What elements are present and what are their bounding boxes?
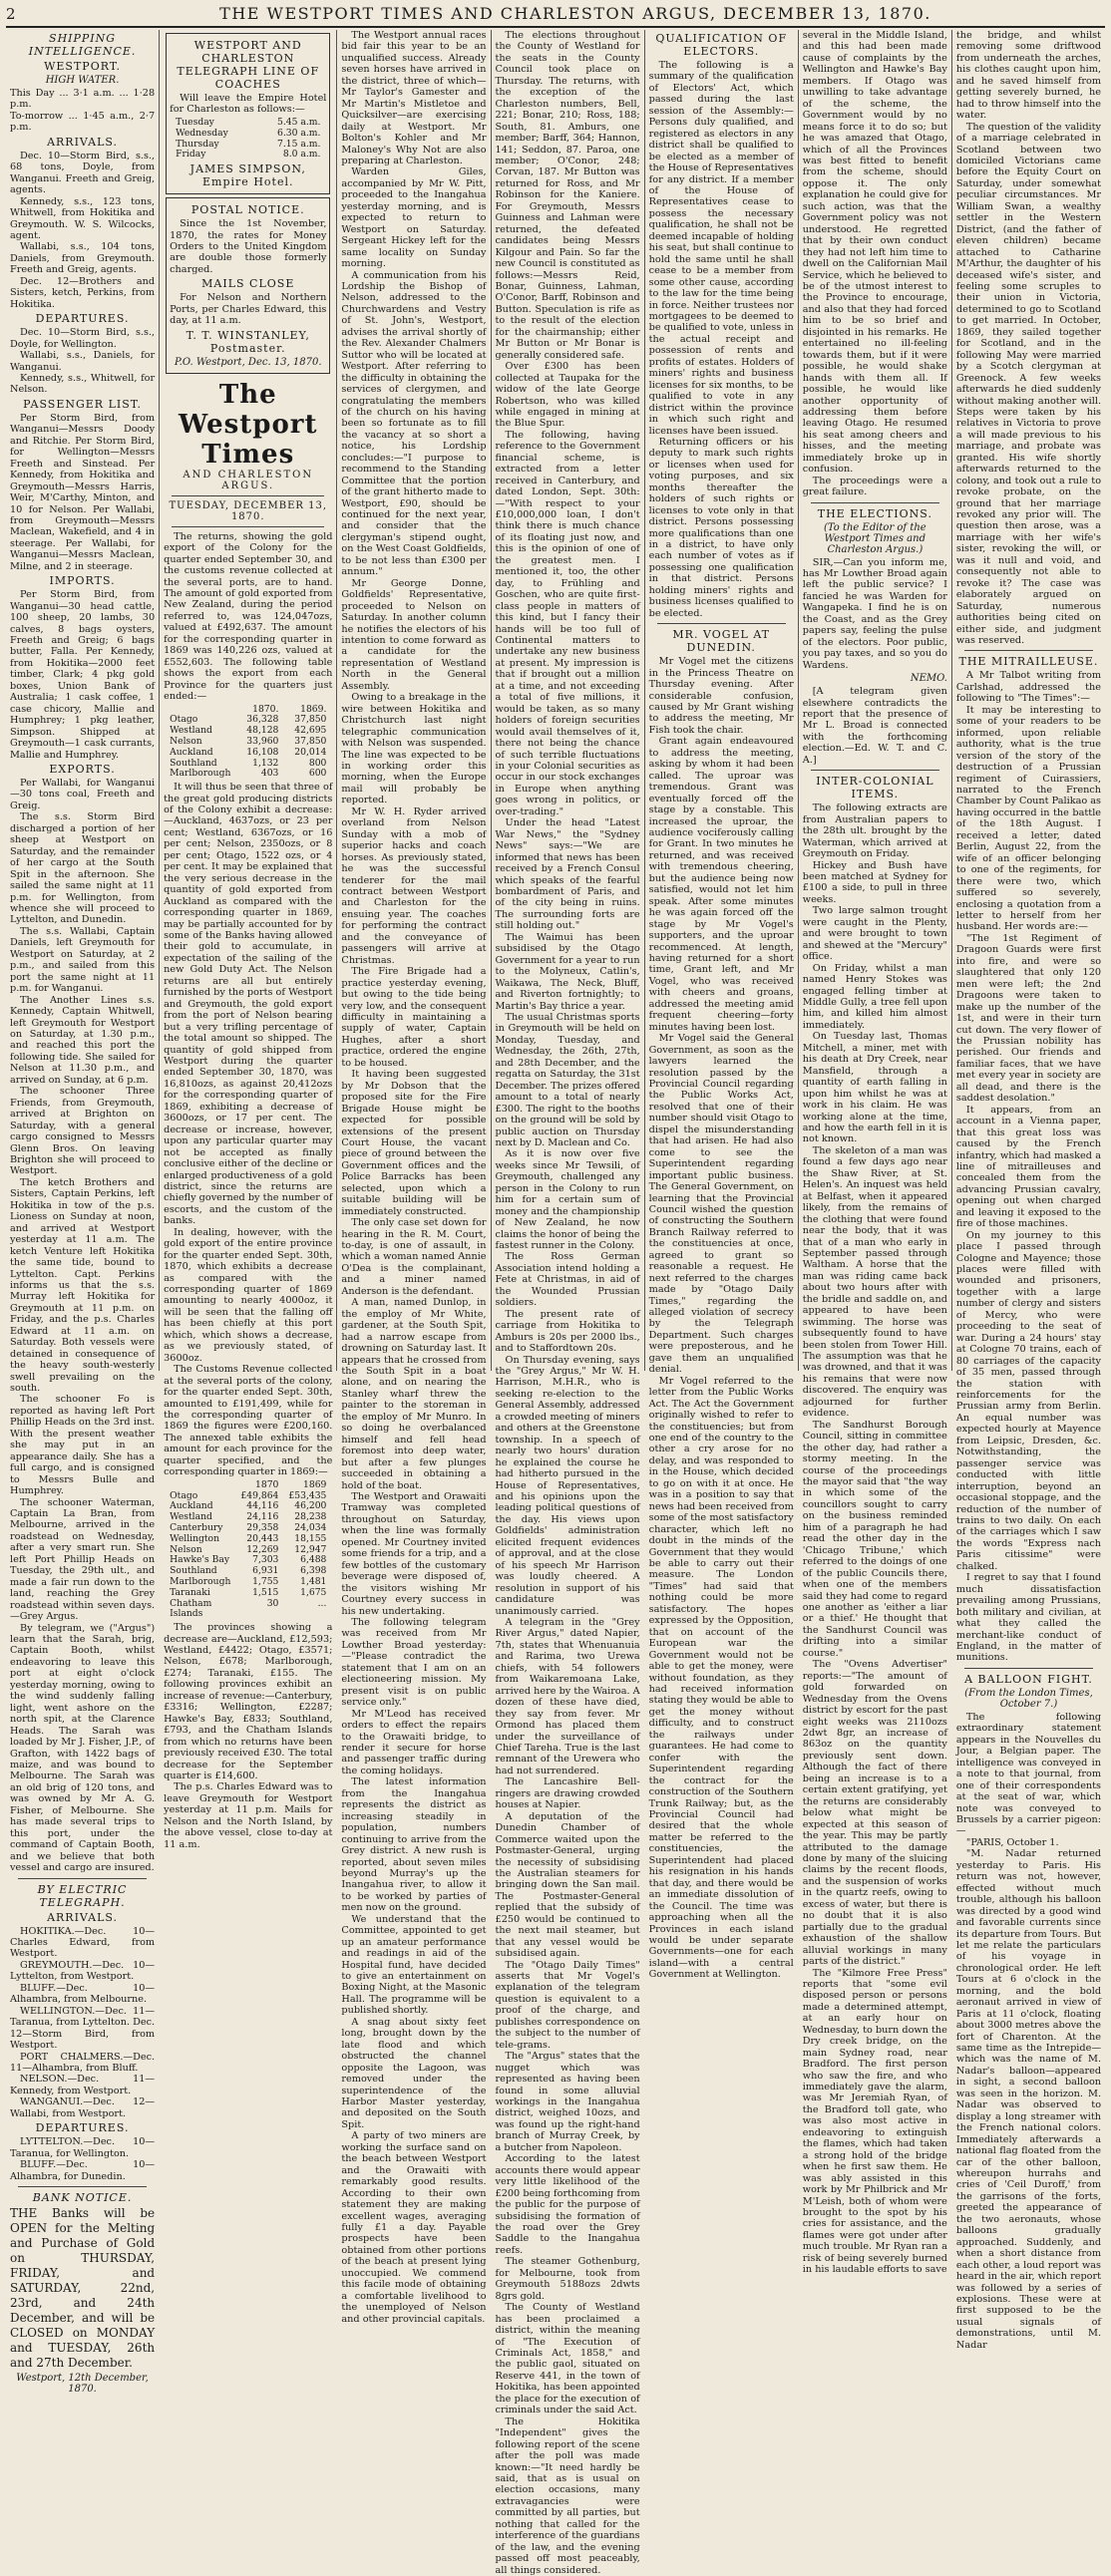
port-heading: WESTPORT. — [44, 60, 122, 73]
column-5 — [645, 30, 799, 1981]
divider — [657, 623, 786, 624]
news-item: According to the latest accounts there would appear very little likelihood of the £200 being forthcoming from the public for the purpose of subsidising the formation of the road over the Grey Saddle to the Inangahua reefs. — [495, 2153, 640, 2256]
exports-heading: EXPORTS. — [49, 763, 116, 777]
shipping-news-item: The schooner Waterman, Captain La Bran, from Melbourne, arrived in the roadstead on Wednesday, after a very smart run. She left Port Phillip Heads on Tuesday, the 29th ult., and made a fair run down to the land, reaching the Grey roadstead within seven days.—Grey Argus. — [10, 1496, 156, 1623]
general-news — [496, 30, 640, 2576]
coach-row: Thursday 7.15 a.m. — [176, 138, 321, 150]
divider — [964, 650, 1093, 651]
shipping-news-item: The s.s. Storm Bird discharged a portion of her sheep at Westport on Saturday, and the remainder of her cargo at the South Spit in the afternoon. She sailed the same night at 11 p.m. for Wellington, from whence she will proceed to Lyttelton, and Dunedin. — [10, 811, 156, 926]
shipping-news-item: The Another Lines s.s. Kennedy, Captain Whitwell, left Greymouth for Westport on Saturday, at 1.30 p.m., and reached this port the following tide. She sailed for Nelson at 11.30 p.m., and arrived on Sunday, at 6 p.m. — [10, 994, 156, 1086]
mails-heading: MAILS CLOSE — [201, 277, 295, 291]
news-item: The Hokitika "Independent" gives the following report of the scene after the poll was made known:—"It need hardly be said, that as is usual on election occasions, many extravagancies were committed by all parties, but nothing that called for the interference of the guardians of the law, and the evening passed off most peaceably, all things considered. — [495, 2415, 640, 2576]
gold-row: Otago 36,328 37,850 — [170, 714, 327, 726]
news-item: The Waimui has been subsidised by the Otago Government for a year to run to the Molyneux, Catlin's, Waikawa, The Neck, Bluff, and Riverton fortnightly; to Martin's Bay thrice a year. — [495, 931, 640, 1012]
gold-row: Auckland 16,108 20,014 — [170, 746, 327, 758]
news-item: The Lancashire Bell-ringers are drawing crowded houses at Napier. — [495, 1776, 640, 1811]
tele-arrival-item: GREYMOUTH.—Dec. 10—Lyttelton, from Westport. — [10, 1959, 156, 1983]
customs-row: Canterbury 29,358 24,034 — [170, 1521, 327, 1533]
bank-date: Westport, 12th December, 1870. — [16, 2373, 149, 2396]
news-item: Over £300 has been collected at Taupaka for the widow of the late George Robertson, who was killed while engaged in mining at the Blue Spur. — [495, 361, 640, 430]
gold-row: Southland 1,132 800 — [170, 757, 327, 769]
news-item: The following telegram was received from Mr Lowther Broad yesterday:—"Please contradict the statement that I am on an electioneering mission. My present visit is on public service only." — [341, 1616, 487, 1709]
mitrailleuse-para: It may be interesting to some of your readers to be informed, upon reliable authority, what is the true version of the story of the destruction of a Prussian regiment of Cuirassiers, narrated to the French Chamber by Count Palikao as having occurred in the battle of the 18th August. I received a letter, dated Berlin, August 22, from the wife of an officer belonging to one of the regiments, for there were two, which suffered so severely, enclosing a quotation from a letter to herself from her husband. Her words are:— — [955, 704, 1102, 933]
balloon-subheading: (From the London Times, October 7.) — [964, 1687, 1093, 1710]
news-item: The following, having reference to the Government financial scheme, is extracted from a letter received in Canterbury, and dated London, Sept. 30th:—"With respect to your £10,000,000 loan, I don't think there is much chance of its floating just now, and this is the opinion of one of the greatest men. I mentioned it, too, the other day, to Frühling and Goschen, who are quite first-class people in matters of this kind, but I fancy their hands will be too full of Continental matters to undertake any new business at present. My impression is that if brought out a million at a time, and not exceeding a total of five millions, it would be taken, as so many holders of foreign securities would avail themselves of it, there not being the chance of such terrible fluctuations in your Colonial securities as occur in our stock exchanges in Europe when anything goes wrong in politics, or over-trading." — [495, 429, 640, 817]
balloon-article — [956, 1712, 1101, 2351]
mitrailleuse-article — [956, 670, 1101, 1663]
intercolonial-item: The "Kilmore Free Press" reports that "some evil disposed person or persons made a determined attempt, at an early hour on Wednesday, to burn down the Dry creek bridge, on the main Sydney road, near Bradford. The first person who saw the fire, and who immediately gave the alarm, was Mr Jeremiah Ryan, of the Bradford toll gate, who was also most active in endeavoring to extinguish the flames, which had taken a strong hold of the bridge when he first saw them. He was ably assisted in this work by Mr Philbrick and Mr M'Leish, both of whom were brought to the spot by his cries for assistance, and the flames were got under after much trouble. Mr Ryan ran a risk of being severely burned in his laudable efforts to save — [802, 1967, 947, 2276]
news-item: Mr W. H. Ryder arrived overland from Nelson Sunday with a mob of superior hacks and coach horses. As previously stated, he was the successful tenderer for the mail contract between Westport and Charleston for the ensuing year. The coaches for performing the contract and the conveyance of passengers will arrive at Christmas. — [341, 805, 487, 966]
postal-text: Since the 1st November, 1870, the rates for Money Orders to the United Kingdom are double those formerly charged. — [170, 218, 327, 275]
news-item: The steamer Gothenburg, for Melbourne, took from Greymouth 5188ozs 2dwts 8grs gold. — [495, 2256, 640, 2302]
elections-heading: THE ELECTIONS. — [817, 506, 932, 520]
mails-date: P.O. Westport, Dec. 13, 1870. — [174, 356, 322, 368]
tele-arrival-item: BLUFF.—Dec. 10—Alhambra, from Melbourne. — [10, 1982, 156, 2006]
vogel-continued-2: The proceedings were a great failure. — [802, 475, 947, 498]
telegraph-heading: BY ELECTRIC TELEGRAPH. — [37, 1882, 128, 1909]
departures-heading: DEPARTURES. — [35, 312, 130, 326]
vogel-article — [649, 656, 794, 1981]
arrival-item: Wallabi, s.s., 104 tons, Daniels, from Greymouth. Freeth and Greig, agents. — [10, 241, 156, 276]
balloon-para: The following extraordinary statement appears in the Nouvelles du Jour, a Belgian paper. The intelligence was conveyed in a note to that journal, from one of their correspondents at the seat of war, which note was conveyed to Brussels by a carrier pigeon:— — [955, 1711, 1102, 1837]
divider — [18, 1878, 147, 1879]
newspaper-subtitle: AND CHARLESTON ARGUS. — [183, 469, 314, 491]
customs-row: Auckland 44,116 46,200 — [170, 1500, 327, 1512]
leader-para-4: The Customs Revenue collected at the several ports of the colony, for the quarter ended Sept. 30th, amounted to £191,499, while for the corresponding quarter of 1869 the figures were £200,160. The annexed table exhibits the amount for each province for the quarter specified, and the corresponding quarter in 1869:— — [164, 1364, 333, 1478]
coach-advert — [166, 33, 330, 194]
news-item: We understand that the Committee, appointed to get up an amateur performance and readings in aid of the Hospital fund, have decided to give an entertainment on Boxing Night, at the Masonic Hall. The programme will be published shortly. — [341, 1913, 487, 2017]
news-item: The usual Christmas sports in Greymouth will be held on Monday, Tuesday, and Wednesday, the 26th, 27th, and 28th December, and the regatta on Saturday, the 31st December. The prizes offered amount to a total of nearly £300. The right to the booths on the ground will be sold by public auction on Thursday next by D. Maclean and Co. — [495, 1011, 640, 1148]
customs-row: Otago £49,864 £53,435 — [170, 1489, 327, 1501]
leader-para-5: The provinces showing a decrease are—Auckland, £12,593; Westland, £4422; Otago, £3571; Nelson, £678; Marlborough, £274; Taranaki, £155. The following provinces exhibit an increase of revenue:—Canterbury, £3316; Wellington, £2287; Hawke's Bay, £833; Southland, £793, and the Chatham Islands from which no returns have been previously received £30. The total decrease for the September quarter is £14,600. — [164, 1622, 333, 1781]
news-item: The present rate of carriage from Hokitika to Amburs is 20s per 2000 lbs., and to Staffordtown 20s. — [495, 1308, 640, 1355]
tele-arrival-item: PORT CHALMERS.—Dec. 11—Alhambra, from Bluff. — [10, 2051, 156, 2074]
coach-sign: JAMES SIMPSON, Empire Hotel. — [189, 162, 306, 189]
page-number: 2 — [6, 5, 16, 23]
shipping-news-item: The schooner Fo is reported as having left Port Phillip Heads on the 3rd inst. With the present weather she may put in an appearance daily. She has a full cargo, and is consigned to Messrs Bulle and Humphrey. — [10, 1394, 156, 1497]
tele-arrivals-heading: ARRIVALS. — [47, 1910, 119, 1924]
mitrailleuse-heading: THE MITRAILLEUSE. — [958, 655, 1099, 669]
vogel-heading: MR. VOGEL AT DUNEDIN. — [672, 628, 771, 655]
tele-arrival-item: NELSON.—Dec. 11—Kennedy, from Westport. — [10, 2074, 156, 2096]
news-item: The Westport and Orawaiti Tramway was completed throughout on Saturday, when the line was formally opened. Mr Courtney invited some friends for a trip, and a few bottles of the customary beverage were disposed of, the visitors wishing Mr Courtney every success in his new undertaking. — [341, 1491, 487, 1617]
balloon-para: "M. Nadar returned yesterday to Paris. His return was not, however, effected without much trouble, although his balloon was directed by a good wind and favorable currents since its departure from Tours. But let me relate the particulars of his voyage in chronological order. He left Tours at 6 o'clock in the morning, and the bold aeronaut arrived in view of Paris at 11 o'clock, floating about 3000 metres above the fort of Charenton. At the same time as the Intrepide—which was the name of M. Nadar's balloon—appeared in sight, a second balloon was seen in the horizon. M. Nadar was observed to display a long streamer with the French national colors. Immediately afterwards a national flag floated from the car of the other balloon, whereupon hurrahs and cries of 'Ceil Duroff,' from the garrisons of the forts, greeted the appearance of the two aeronauts, whose balloons gradually approached. Suddenly, and when a short distance from each other, a loud report was heard in the air, which report was followed by a series of explosions. These were at first supposed to be the usual signals of demonstrations, until M. Nadar — [955, 1848, 1102, 2351]
intercolonial-item: The "Ovens Advertiser" reports:—"The amount of gold forwarded on Wednesday from the Ovens district by escort for the past eight weeks was 2110ozs 2dwt 8gr, an increase of 863oz on the quantity previously sent down. Although the fact of there being an increase is to a certain extent gratifying, yet the returns are considerably below what might be expected at this season of the year. This may be partly attributed to the damage done by many of the sluicing claims by the recent floods, and the suspension of works in the quartz reefs, owing to excess of water, but there is no doubt that it is also partially due to the gradual exhaustion of the shallow alluvial workings in many parts of the district." — [802, 1659, 947, 1968]
coach-row: Tuesday 5.45 a.m. — [176, 116, 321, 128]
intercolonial-item: The skeleton of a man was found a few days ago near the Shaw River, at St. Helen's. An inquest was held at Belfast, when it appeared likely, from the remains of the clothing that were found near the body, that it was that of a man who early in September passed through Waltham. A horse that the man was riding came back about two hours after with the bridle and saddle on, and appeared to have been swimming. The horse was subsequently found to have been stolen from Tower Hill. The assumption was that he was drowned, and that it was his remains that were now discovered. The enquiry was adjourned for further evidence. — [802, 1144, 947, 1420]
arrivals-list — [10, 151, 155, 310]
elections-subheading: (To the Editor of the Westport Times and Charleston Argus.) — [823, 521, 926, 555]
news-item: Under the head "Latest War News," the "Sydney News" says:—"We are informed that news has been received by a French Consul which speaks of the fearful bombardment of Paris, and of the city being in ruins. The surrounding forts are still holding out." — [495, 817, 640, 932]
coach-heading: WESTPORT AND CHARLESTON TELEGRAPH LINE OF COACHES — [177, 39, 320, 91]
column-6 — [799, 30, 952, 2276]
column-4 — [492, 30, 645, 2576]
tele-departures-heading: DEPARTURES. — [35, 2121, 130, 2135]
mails-sign: T. T. WINSTANLEY, Postmaster. — [185, 328, 310, 355]
arrival-item: Kennedy, s.s., 123 tons, Whitwell, from Hokitika and Greymouth. W. S. Wilcocks, agent. — [10, 195, 156, 241]
intercolonial-item: Two large salmon trought were caught in the Plenty, and were brought to town and shewed at the "Mercury" office. — [802, 905, 947, 963]
tide-heading: HIGH WATER. — [45, 75, 120, 86]
departure-item: Wallabi, s.s., Daniels, for Wanganui. — [10, 350, 156, 373]
marriage-item: The question of the validity of a marriage celebrated in Scotland between two domiciled Victorians came before the Equity Court on Saturday, under somewhat peculiar circumstances. Mr William Swan, a wealthy settler in the Western District, (and the father of eleven children) became attached to Catharine M'Arthur, the daughter of his deceased wife's sister, and feeling some scruples to their union in Victoria, determined to go to Scotland to get married. In October, 1869, they sailed together for Scotland, and in the following May were married by a Scotch clergyman at Greenock. A few weeks afterwards he died suddenly without making another will. Steps were taken by his relatives in Victoria to prove a will made previous to his marriage, and probate was granted. His wife shortly afterwards returned to the colony, and took out a rule to revoke probate, on the ground that her marriage revoked any prior will. The question then arose, was a marriage with her wife's sister, revoking the will, or was it null and void, and consequently not able to revoke it? The case was elaborately argued on Saturday, numerous authorities being cited on either side, and judgment was reserved. — [955, 121, 1102, 647]
arrivals-heading: ARRIVALS. — [47, 135, 119, 149]
mitrailleuse-para: On my journey to this place I passed through Cologne and Mayence; those places were filled with wounded and prisoners, together with a large number of clergy and sisters of Mercy, who were proceeding to the seat of war. During a 24 hours' stay at Cologne 70 trains, each of 80 carriages of the capacity of 35 men, passed through the station with reinforcements for the Prussian army from Berlin. An equal number was expected hourly at Mayence from Leipsic, Dresden, &c. Notwithstanding, the passenger service was conducted with little interruption, beyond an occasional stoppage, and the reduction of the number of trains to two daily. On each of the carriages which I saw the words "Express nach Paris citissime" were chalked. — [955, 1229, 1102, 1572]
news-item: A party of two miners are working the surface sand on the beach between Westport and the Orawaiti with remarkably good results. According to their own statement they are making excellent wages, averaging fully £1 a day. Payable prospects have been obtained from other portions of the beach at present lying unoccupied. We commend this facile mode of obtaining a comfortable livelihood to the unemployed of Nelson and other provincial capitals. — [341, 2130, 487, 2325]
imports-text: Per Storm Bird, from Wanganui—30 head cattle, 100 sheep, 20 lambs, 30 calves, 8 bags oysters, Freeth and Greig; 6 bags butter, Falla. Per Kennedy, from Hokitika—2000 feet timber, Clark; 4 pkg gold boxes, Union Bank of Australia; 1 cask coffee, 1 case chicory, Mallie and Humphrey; 1 pkg leather, Simpson. Shipped at Greymouth—1 cask currants, Mallie and Humphrey. — [10, 589, 156, 761]
customs-row: Hawke's Bay 7,303 6,488 — [170, 1554, 327, 1566]
news-item: The latest information from the Inangahua represents the district as increasing steadily in population, numbers continuing to arrive from the Grey district. A new rush is reported, about seven miles beyond Murray's up the Inangahua river, to allow it to be worked by parties of men now on the ground. — [341, 1776, 487, 1914]
news-item: A telegram in the "Grey River Argus," dated Napier, 7th, states that Whenuanuia and Rarima, two Urewa chiefs, with 54 followers from Waikaremoana Lake, arrived here by the Wairoa. A dozen of these have died, they say from fever. Mr Ormond has placed them under the surveillance of Chief Tareha. True is the last remnant of the Urewera who had not surrendered. — [495, 1616, 640, 1776]
news-item: A communication from his Lordship the Bishop of Nelson, addressed to the Churchwardens and Vestry of St. John's, Westport, advises the arrival shortly of the Rev. Alexander Chalmers Suttor who will be located at Westport. After referring to the difficulty in obtaining the services of clergymen, and congratulating the members of the church on his having been so fortunate as to fill the vacancy at so short a notice, his Lordship concludes:—"I purpose to recommend to the Standing Committee that the portion of the grant hitherto made to Westport, £90, should be continued for the next year, and consider that the clergyman's stipend ought, on the West Coast Goldfields, to be not less than £300 per annum." — [341, 269, 487, 578]
column-2 — [160, 30, 337, 1850]
dateline: TUESDAY, DECEMBER 13, 1870. — [169, 499, 328, 522]
local-news — [341, 30, 486, 2325]
mitrailleuse-para: It appears, from an account in a Vienna paper, that this great loss was caused by the French infantry, which had masked a line of mitrailleuses and concealed them from the advancing Prussian cavalry, opening out when charged and leaving it exposed to the fire of those machines. — [955, 1104, 1102, 1230]
gold-row: Westland 48,128 42,695 — [170, 725, 327, 737]
arrival-item: Dec. 12—Brothers and Sisters, ketch, Perkins, from Hokitika. — [10, 275, 156, 310]
news-item: As it is now over five weeks since Mr Tewsili, of Greymouth, challenged any person in the Colony to run him for a certain sum of money and the championship of New Zealand, he now claims the honor of being the fastest runner in the Colony. — [495, 1148, 640, 1252]
news-item: The Westport annual races bid fair this year to be an unqualified success. Already seven horses have arrived in the district, three of which—Mr Taylor's Gamester and Mr Martin's Mistletoe and Quicksilver—are exercising daily at Westport. Mr Bolton's Kohler and Mr Maloney's Why Not are also preparing at Charleston. — [341, 30, 487, 166]
news-item: The Fire Brigade had a practice yesterday evening, but owing to the tide being very low, and the consequent difficulty in maintaining a supply of water, Captain Hughes, after a short practice, ordered the engine to be housed. — [341, 966, 487, 1069]
customs-row: Chatham Islands 30 ... — [170, 1597, 327, 1620]
vogel-para: Grant again endeavoured to address the meeting, asking by whom it had been called. The uproar was tremendous. Grant was eventually forced off the stage by a constable. This increased the uproar, the audience vociferously calling for Grant. In two minutes he returned, and was received with tremendous cheering, but the audience being now satisfied, would not let him speak. After some minutes he was again forced off the stage by Mr Vogel's supporters, and the uproar recommenced. At length, having returned for a short time, Grant left, and Mr Vogel, who was received with cheers and groans, addressed the meeting amid frequent cheering—forty minutes having been lost. — [648, 736, 794, 1033]
tide-list — [10, 88, 155, 134]
news-item: A snag about sixty feet long, brought down by the late flood and which obstructed the channel opposite the Lagoon, was removed under the superintendence of the Harbor Master yesterday, and deposited on the South Spit. — [341, 2016, 487, 2130]
gold-row: Marlborough 403 600 — [170, 768, 327, 780]
divider — [964, 1668, 1093, 1669]
tele-arrival-item: HOKITIKA.—Dec. 10—Charles Edward, from Westport. — [10, 1925, 156, 1960]
shipping-news-item: The s.s. Wallabi, Captain Daniels, left Greymouth for Westport on Saturday, at 2 p.m., and sailed from this port the same night at 11 p.m. for Wanganui. — [10, 925, 156, 995]
tide-row: This Day ... 3·1 a.m. ... 1·28 p.m. — [10, 88, 156, 111]
news-item: The elections throughout the County of Westland for the seats in the County Council took place on Thursday. The returns, with the exception of the Charleston numbers, Bell, 221; Bonar, 210; Ross, 188; South, 81. Amburs, one member; Barff, 364; Hannon, 141; Seddon, 87. Paroa, one member; O'Conor, 248; Corvan, 187. Mr Button was returned for Ross, and Mr Robinson for the Kaniere. For Greymouth, Messrs Guinness and Lahman were returned, the defeated candidates being Messrs Kilgour and Pain. So far the new Council is constituted as follows:—Messrs Reid, Bonar, Guinness, Lahman, O'Conor, Barff, Robinson and Button. Speculation is rife as to the result of the election for the chairmanship; either Mr Button or Mr Bonar is generally considered safe. — [495, 30, 640, 361]
elections-letter: SIR,—Can you inform me, has Mr Lowther Broad again left the public service? I fancied he was Warden for Wangapeka. I find he is on the Coast, and as the Grey papers say, feeling the pulse of the electors. Poor public, you pay taxes, and so you do Wardens. — [802, 556, 947, 671]
passengers-text: Per Storm Bird, from Wanganui—Messrs Doody and Ritchie. Per Storm Bird, for Wellington—Messrs Freeth and Sinstead. Per Kennedy, from Hokitika and Greymouth—Messrs Harris, Weir, M'Carthy, Minton, and 10 for Nelson. Per Wallabi, from Greymouth—Messrs Maclean, Wakefield, and 4 in steerage. Per Wallabi, for Wanganui—Messrs Maclean, Milne, and 2 in steerage. — [10, 412, 156, 572]
passengers-heading: PASSENGER LIST. — [23, 397, 142, 411]
arrival-item: Dec. 10—Storm Bird, s.s., 68 tons, Doyle, from Wanganui. Freeth and Greig, agents. — [10, 150, 156, 196]
columns — [6, 30, 1105, 2576]
customs-table: 1870 1869 Otago £49,864 £53,435 Auckland 44,116 46,200 Westland 24,116 28,238 Canterbury 29,358 24,034 Wellington 20,443 18,155 Nelson 12,269 12,947 Hawke's Bay 7,303 6,488 Southland 6,931 6,398 Marlborough 1,755 1,481 Taranaki 1,515 1,675 Chatham Islands 30 ... — [170, 1478, 327, 1620]
vogel-para: Mr Vogel said the General Government, as soon as the lawyers learned the resolution passed by the Provincial Council regarding the Public Works Act, resolved that one of their number should visit Otago to dispel the misunderstanding that had arisen. He had also come to see the Superintendent regarding important public business. The General Government, on learning that the Provincial Council wished the question of constructing the Southern Branch Railway referred to the constituencies at once, agreed to grant so reasonable a request. He next referred to the charges made by "Otago Daily Times," regarding the alleged violation of secrecy by the Telegraph Department. Such charges were preposterous, and he gave them an unqualified denial. — [648, 1033, 794, 1376]
mitrailleuse-para: "The 1st Regiment of Dragoon Guards were first into fire, and were so slaughtered that only 120 men were left; the 2nd Dragoons were taken to make up the number of the 1st, and were in their turn cut down. The very flower of the Prussian nobility has perished. Our friends and familiar faces, that we have met every year in society are all dead, and there is the saddest desolation." — [955, 932, 1102, 1105]
coach-text: Will leave the Empire Hotel for Charleston as follows:— — [170, 93, 327, 116]
imports-heading: IMPORTS. — [49, 574, 116, 588]
tele-arrival-item: WELLINGTON.—Dec. 11—Taranua, from Lyttelton. Dec. 12—Storm Bird, from Westport. — [10, 2005, 156, 2052]
exports-text: Per Wallabi, for Wanganui—30 tons coal, Freeth and Greig. — [10, 778, 156, 811]
intercolonial-item: The following extracts are from Australian papers to the 28th ult. brought by the Waterman, which arrived at Greymouth on Friday. — [802, 803, 947, 860]
divider — [811, 770, 939, 771]
tele-arrival-item: WANGANUI.—Dec. 12—Wallabi, from Westport. — [10, 2096, 156, 2119]
intercolonial-items — [803, 803, 947, 2275]
column-1 — [6, 30, 160, 2396]
customs-row: Nelson 12,269 12,947 — [170, 1543, 327, 1555]
departure-item: Kennedy, s.s., Whitwell, for Nelson. — [10, 372, 156, 396]
elections-signature: NEMO. — [910, 673, 947, 685]
leader-para-3: In dealing, however, with the gold export of the entire province for the quarter ended Sept. 30th, 1870, which exhibits a decrease as compared with the corresponding quarter of 1869 amounting to nearly 4000oz, it will be seen that the falling off has been chiefly at this port which, which shows a decrease, as we previously stated, of 3600oz. — [164, 1226, 333, 1364]
coach-row: Wednesday 6.30 a.m. — [176, 127, 321, 139]
coach-row: Friday 8.0 a.m. — [176, 149, 321, 161]
column-3 — [337, 30, 491, 2325]
divider — [18, 2186, 147, 2187]
news-item: It having been suggested by Mr Dobson that the proposed site for the Fire Brigade House might be expected for possible extensions of the present Court House, the vacant piece of ground between the Government offices and the Police Barracks has been selected, upon which a suitable building will be immediately constructed. — [341, 1069, 487, 1217]
shipping-news-item: The ketch Brothers and Sisters, Captain Perkins, left Hokitika in tow of the p.s. Lioness on Sunday at noon, and arrived at Westport yesterday at 11 a.m. The ketch Venture left Hokitika the same tide, bound to Lyttelton. Capt. Perkins informs us that the s.s. Murray left Hokitika for Greymouth at 11 p.m. on Friday, and the p.s. Charles Edward at 11 a.m. on Saturday. Both vessels were detained in consequence of the heavy south-westerly swell prevailing on the south. — [10, 1176, 156, 1395]
customs-row: Marlborough 1,755 1,481 — [170, 1575, 327, 1587]
qualification-para: The following is a summary of the qualification of Electors' Act, which passed during the last session of the Assembly:—Persons duly qualified, and registered as electors in any district shall be qualified to be elected as a member of the House of Representatives for any district. If a member of the House of Representatives cease to possess the necessary qualification, he shall not be deemed incapable of holding his seat, but shall continue to hold the same until he shall cease to be a member from some other cause, according to the law for the time being in force. Neither trustees nor mortgagees to be deemed to be qualified to vote, unless in the actual receipt and possession of rents and profits of estates. Holders of miners' rights and business licenses for six months, to be qualified to vote in any district within the province in which such right and licenses have been issued. — [648, 60, 794, 437]
intercolonial-item: Hickey and Bush have been matched at Sydney for £100 a side, to pull in three weeks. — [802, 859, 947, 905]
shipping-news-item: By telegram, we ("Argus") learn that the Sarah, brig, Captain Booth, whilst endeavoring to leave this port at eight o'clock yesterday morning, owing to the wind suddenly falling light, went ashore on the north spit, at the Clarence Heads. The Sarah was loaded by Mr J. Fisher, J.P., of Grafton, with 1422 bags of maize, and was bound to Melbourne. The Sarah was an old brig of 120 tons, and was owned by Mr A. G. Fisher, of Melbourne. She has made several trips to this port, under the command of Captain Booth, and we believe that both vessel and cargo are insured. — [10, 1622, 156, 1874]
intercolonial-heading: INTER-COLONIAL ITEMS. — [816, 775, 934, 802]
divider — [811, 502, 939, 503]
shipping-news-item: The schooner Three Friends, from Greymouth, arrived at Brighton on Saturday, with a general cargo consigned to Messrs Glenn Bros. On leaving Brighton she will proceed to Westport. — [10, 1086, 156, 1177]
customs-row: Westland 24,116 28,238 — [170, 1511, 327, 1523]
divider — [172, 526, 324, 527]
mitrailleuse-para: A Mr Talbot writing from Carlshad, addressed the following to "The Times":— — [955, 670, 1102, 705]
tele-departure-item: BLUFF.—Dec. 10—Alhambra, for Dunedin. — [10, 2159, 156, 2182]
departures-list — [10, 327, 155, 396]
intercolonial-item: On Friday, whilst a man named Henry Stokes was engaged felling timber at Middle Gully, a tree fell upon him, and killed him almost immediately. — [802, 962, 947, 1031]
qualification-article — [649, 60, 794, 619]
vogel-para: Mr Vogel met the citizens in the Princess Theatre on Thursday evening. After considerable confusion, caused by Mr Grant wishing to address the meeting, Mr Fish took the chair. — [648, 656, 794, 736]
news-item: A man, named Dunlop, in the employ of Mr White, gardener, at the South Spit, had a narrow escape from drowning on Saturday last. It appears that he crossed from the South Spit in a boat alone, and on nearing the Stanley wharf threw the painter to the storeman in the employ of Mr Munro. In so doing he overbalanced himself and fell head foremost into deep water, but after a few plunges succeeded in obtaining a hold of the boat. — [341, 1297, 487, 1491]
shipping-news — [10, 811, 155, 1873]
news-item: Mr M'Leod has received orders to effect the repairs to the Orawaiti bridge, to render it secure for horse and passenger traffic during the coming holidays. — [341, 1708, 487, 1776]
postal-notice — [166, 197, 330, 374]
news-item: A deputation of the Dunedin Chamber of Commerce waited upon the Postmaster-General, urging the necessity of subsidising the Australian steamers for bringing down the San mail. The Postmaster-General replied that the subsidy of £250 would be continued to the next mail steamer, but that any vessel would be subsidised again. — [495, 1810, 640, 1960]
newspaper-title: The Westport Times — [179, 379, 318, 470]
divider — [172, 495, 324, 496]
column-7 — [952, 30, 1105, 2351]
news-item: The County of Westland has been proclaimed a district, within the meaning of "The Execution of Criminals Act, 1858," and the public gaol, situated on Reserve 441, in the town of Hokitika, has been appointed the place for the execution of criminals under the said Act. — [495, 2302, 640, 2416]
bank-text: THE Banks will be OPEN for the Melting and Purchase of Gold on THURSDAY, FRIDAY, and SATURDAY, 22nd, 23rd, and 24th December, and will be CLOSED on MONDAY and TUESDAY, 26th and 27th December. — [10, 2206, 156, 2371]
balloon-heading: A BALLOON FIGHT. — [964, 1672, 1093, 1686]
masthead-title: THE WESTPORT TIMES AND CHARLESTON ARGUS, DECEMBER 13, 1870. — [219, 4, 931, 23]
news-item: Warden Giles, accompanied by Mr W. Pitt, proceeded to the Inangahua yesterday morning, and is expected to return to Westport on Saturday. Sergeant Hickey left for the same locality on Sunday morning. — [341, 166, 487, 270]
tele-departures-list — [10, 2136, 155, 2182]
vogel-para: Mr Vogel referred to the letter from the Public Works Act. The Act the Government originally wished to refer to the constituencies; but from one end of the country to the other a cry arose for no delay, and was responded to in the House, which decided to go on with it at once. He was in a position to say that news had been received from some of the most satisfactory character, which left no doubt in the minds of the Government that they would be able to carry out their measure. The London "Times" had said that nothing could be more satisfactory. The hopes expressed by the Opposition, that on account of the European war the Government would not be able to get the money, were without foundation, as they had received information stating they would be able to get the money without difficulty, and to construct the railways under guarantees. He had come to confer with the Superintendent regarding the contract for the construction of the Southern Trunk Railway; but, as the Provincial Council had desired that the whole matter be referred to the constituencies, the Superintendent had placed his resignation in his hands that day, and there would be an immediate dissolution of the Council. The time was approaching when all the Provinces in each island would be under separate Governments—one for each island—with a central Government at Wellington. — [648, 1375, 794, 1981]
news-item: The "Otago Daily Times" asserts that Mr Vogel's explanation of the telegram question is equivalent to a proof of the charge, and publishes correspondence on the subject to the number of tele-grams. — [495, 1959, 640, 2051]
shipping-heading: SHIPPING INTELLIGENCE. — [28, 32, 137, 58]
vogel-continued: several in the Middle Island, and this had been made cause of complaints by the Wellington and Hawke's Bay members. If Otago was unwilling to take advantage of the scheme, the Government would by no means force it to do so; but he was amazed that Otago, which of all the Provinces was best fitted to benefit from the scheme, should oppose it. The only explanation he could give for such action, was that the Government policy was not understood. He regretted that by their own conduct they had not left him time to dwell on the Californian Mail Service, which he believed to be of the utmost interest to the Province to encourage, and also that they had forced him to be so brief and disjointed in his remarks. He entertained no ill-feeling towards them, but if it were possible, he would shake hands with them all. If possible, he would like another opportunity of addressing them before leaving Otago. He resumed his seat among cheers and hisses, and the meeting immediately broke up in confusion. — [802, 30, 947, 476]
leader-para-1: The returns, showing the gold export of the Colony for the quarter ended September 30, and the customs revenue collected at the several ports, are to hand. The amount of gold exported from New Zealand, during the period referred to, was 124,047ozs, valued at £492,637. The amount for the corresponding quarter in 1869 was 140,226 ozs, valued at £552,603. The following table shows the export from each Province for the quarters just ended:— — [164, 530, 333, 703]
mitrailleuse-para: I regret to say that I found much dissatisfaction prevailing among Prussians, both military and civilian, at what they called the merchant-like conduct of England, in the matter of munitions. — [955, 1572, 1102, 1664]
balloon-para: "PARIS, October 1. — [965, 1836, 1059, 1848]
customs-row: Southland 6,931 6,398 — [170, 1565, 327, 1577]
news-item: Mr George Donne, Goldfields' Representative, proceeded to Nelson on Saturday. In another column he notifies the electors of his intention to come forward as a candidate for the representation of Westland North in the General Assembly. — [341, 577, 487, 692]
elections-editor-note: [A telegram given elsewhere contradicts the report that the presence of Mr L. Broad is connected with the forthcoming election.—Ed. W. T. and C. A.] — [802, 686, 947, 766]
intercolonial-item: On Tuesday last, Thomas Mitchell, a miner, met with his death at Dry Creek, near Mansfield, through a quantity of earth falling in upon him whilst he was at work in his claim. He was working alone at the time, and how the earth fell in it is not known. — [802, 1031, 947, 1145]
qualification-heading: QUALIFICATION OF ELECTORS. — [655, 32, 788, 58]
news-item: Owing to a breakage in the wire between Hokitika and Christchurch last night telegraphic communication with Nelson was suspended. The line was expected to be in working order this morning, when the Europe mail will probably be reported. — [341, 692, 487, 806]
tide-row: To-morrow ... 1·45 a.m., 2·7 p.m. — [10, 110, 156, 134]
news-item: The Ross German Association intend holding a Fete at Christmas, in aid of the Wounded Prussian soldiers. — [495, 1251, 640, 1309]
customs-row: Wellington 20,443 18,155 — [170, 1532, 327, 1544]
news-item: On Thursday evening, says the "Grey Argus," Mr W. H. Harrison, M.H.R., who is seeking re-election to the General Assembly, addressed a crowded meeting of miners and others at the Greenstone township. In a speech of nearly two hours' duration he explained the course he had hitherto pursued in the House of Representatives, and his opinions upon the leading political questions of the day. His views upon Goldfields' administration elicited frequent evidences of approval, and at the close of his speech Mr Harrison was loudly cheered. A resolution in support of his candidature was unanimously carried. — [495, 1354, 640, 1617]
tele-departure-item: LYTTELTON.—Dec. 10—Taranua, for Wellington. — [10, 2136, 156, 2159]
intercolonial-item: The Sandhurst Borough Council, sitting in committee the other day, had rather a stormy meeting. In the course of the proceedings the mayor said that "the way in which some of the councillors sought to carry on the business reminded him of a paragraph he had read the other day in the 'Chicago Tribune,' which referred to the doings of one of the public Councils there, when one of the members said they had come to regard one another as 'either a liar or a thief.' He thought that the Sandhurst Council was drifting into a similar course." — [802, 1419, 947, 1659]
news-item: The "Argus" states that the nugget which was represented as having been found in some alluvial workings in the Inangahua district, weighed 10ozs, and was found up the right-hand branch of Murray Creek, by a butcher from Napoleon. — [495, 2051, 640, 2153]
qualification-para: Returning officers or his deputy to mark such rights or licenses when used for voting purposes, and six months thereafter the holders of such rights or licenses to vote only in that district. Persons possessing more qualifications than one in a district, to have only each number of votes as if possessing one qualification in that district. Persons holding miners' rights and business licenses qualified to be elected. — [648, 436, 794, 619]
gold-table: 1870. 1869. Otago 36,328 37,850 Westland 48,128 42,695 Nelson 33,960 37,850 Auckland 16,108 20,014 Southland 1,132 800 Marlborough 403 600 — [170, 703, 327, 780]
customs-row: Taranaki 1,515 1,675 — [170, 1586, 327, 1598]
leader-para-6: The p.s. Charles Edward was to leave Greymouth for Westport yesterday at 11 p.m. Mails for Nelson and the North Island, by the above vessel, close to-day at 11 a.m. — [164, 1781, 333, 1850]
postal-heading: POSTAL NOTICE. — [190, 203, 305, 217]
departure-item: Dec. 10—Storm Bird, s.s., Doyle, for Wellington. — [10, 327, 156, 350]
masthead — [6, 4, 1105, 28]
coach-timetable — [176, 118, 320, 161]
gold-row: Nelson 33,960 37,850 — [170, 735, 327, 747]
intercolonial-continued: the bridge, and whilst removing some driftwood from underneath the arches, his clothes caught upon him, and he saved himself from getting severely burned, he had to throw himself into the water. — [955, 30, 1102, 122]
tele-arrivals-list — [10, 1926, 155, 2120]
mails-text: For Nelson and Northern Ports, per Charles Edward, this day, at 11 a.m. — [170, 292, 327, 327]
news-item: The only case set down for hearing in the R. M. Court, to-day, is one of assault, in which a woman named Annie O'Dea is the complainant, and a miner named Anderson is the defendant. — [341, 1217, 487, 1297]
bank-heading: BANK NOTICE. — [32, 2191, 133, 2205]
leader-para-2: It will thus be seen that three of the great gold producing districts of the Colony exhibit a decrease:—Auckland, 4637ozs, or 23 per cent; Westland, 6367ozs, or 16 per cent; Nelson, 2350ozs, or 8 per cent; Otago, 1522 ozs, or 4 per cent. It may be explained that the very serious decrease in the quantity of gold exported from Auckland as compared with the corresponding quarter in 1869, may be partially accounted for by some of the Banks having allowed their gold to accumulate, in expectation of the sailing of the new Gold Duty Act. The Nelson returns are all but entirely furnished by the ports of Westport and Greymouth, the gold export from the port of Nelson bearing but a very trifling percentage of the total amount so shipped. The quantity of gold shipped from Westport during the quarter ended September 30, 1870, was 16,810ozs, as against 20,412ozs for the corresponding quarter of 1869, exhibiting a decrease of 3600ozs, or 17 per cent. The decrease or increase, however, upon any particular quarter may not be accepted as finally conclusive either of the decline or enlarged productiveness of a gold district, since the returns are chiefly governed by the number of escorts, and the custom of the banks. — [164, 782, 333, 1227]
